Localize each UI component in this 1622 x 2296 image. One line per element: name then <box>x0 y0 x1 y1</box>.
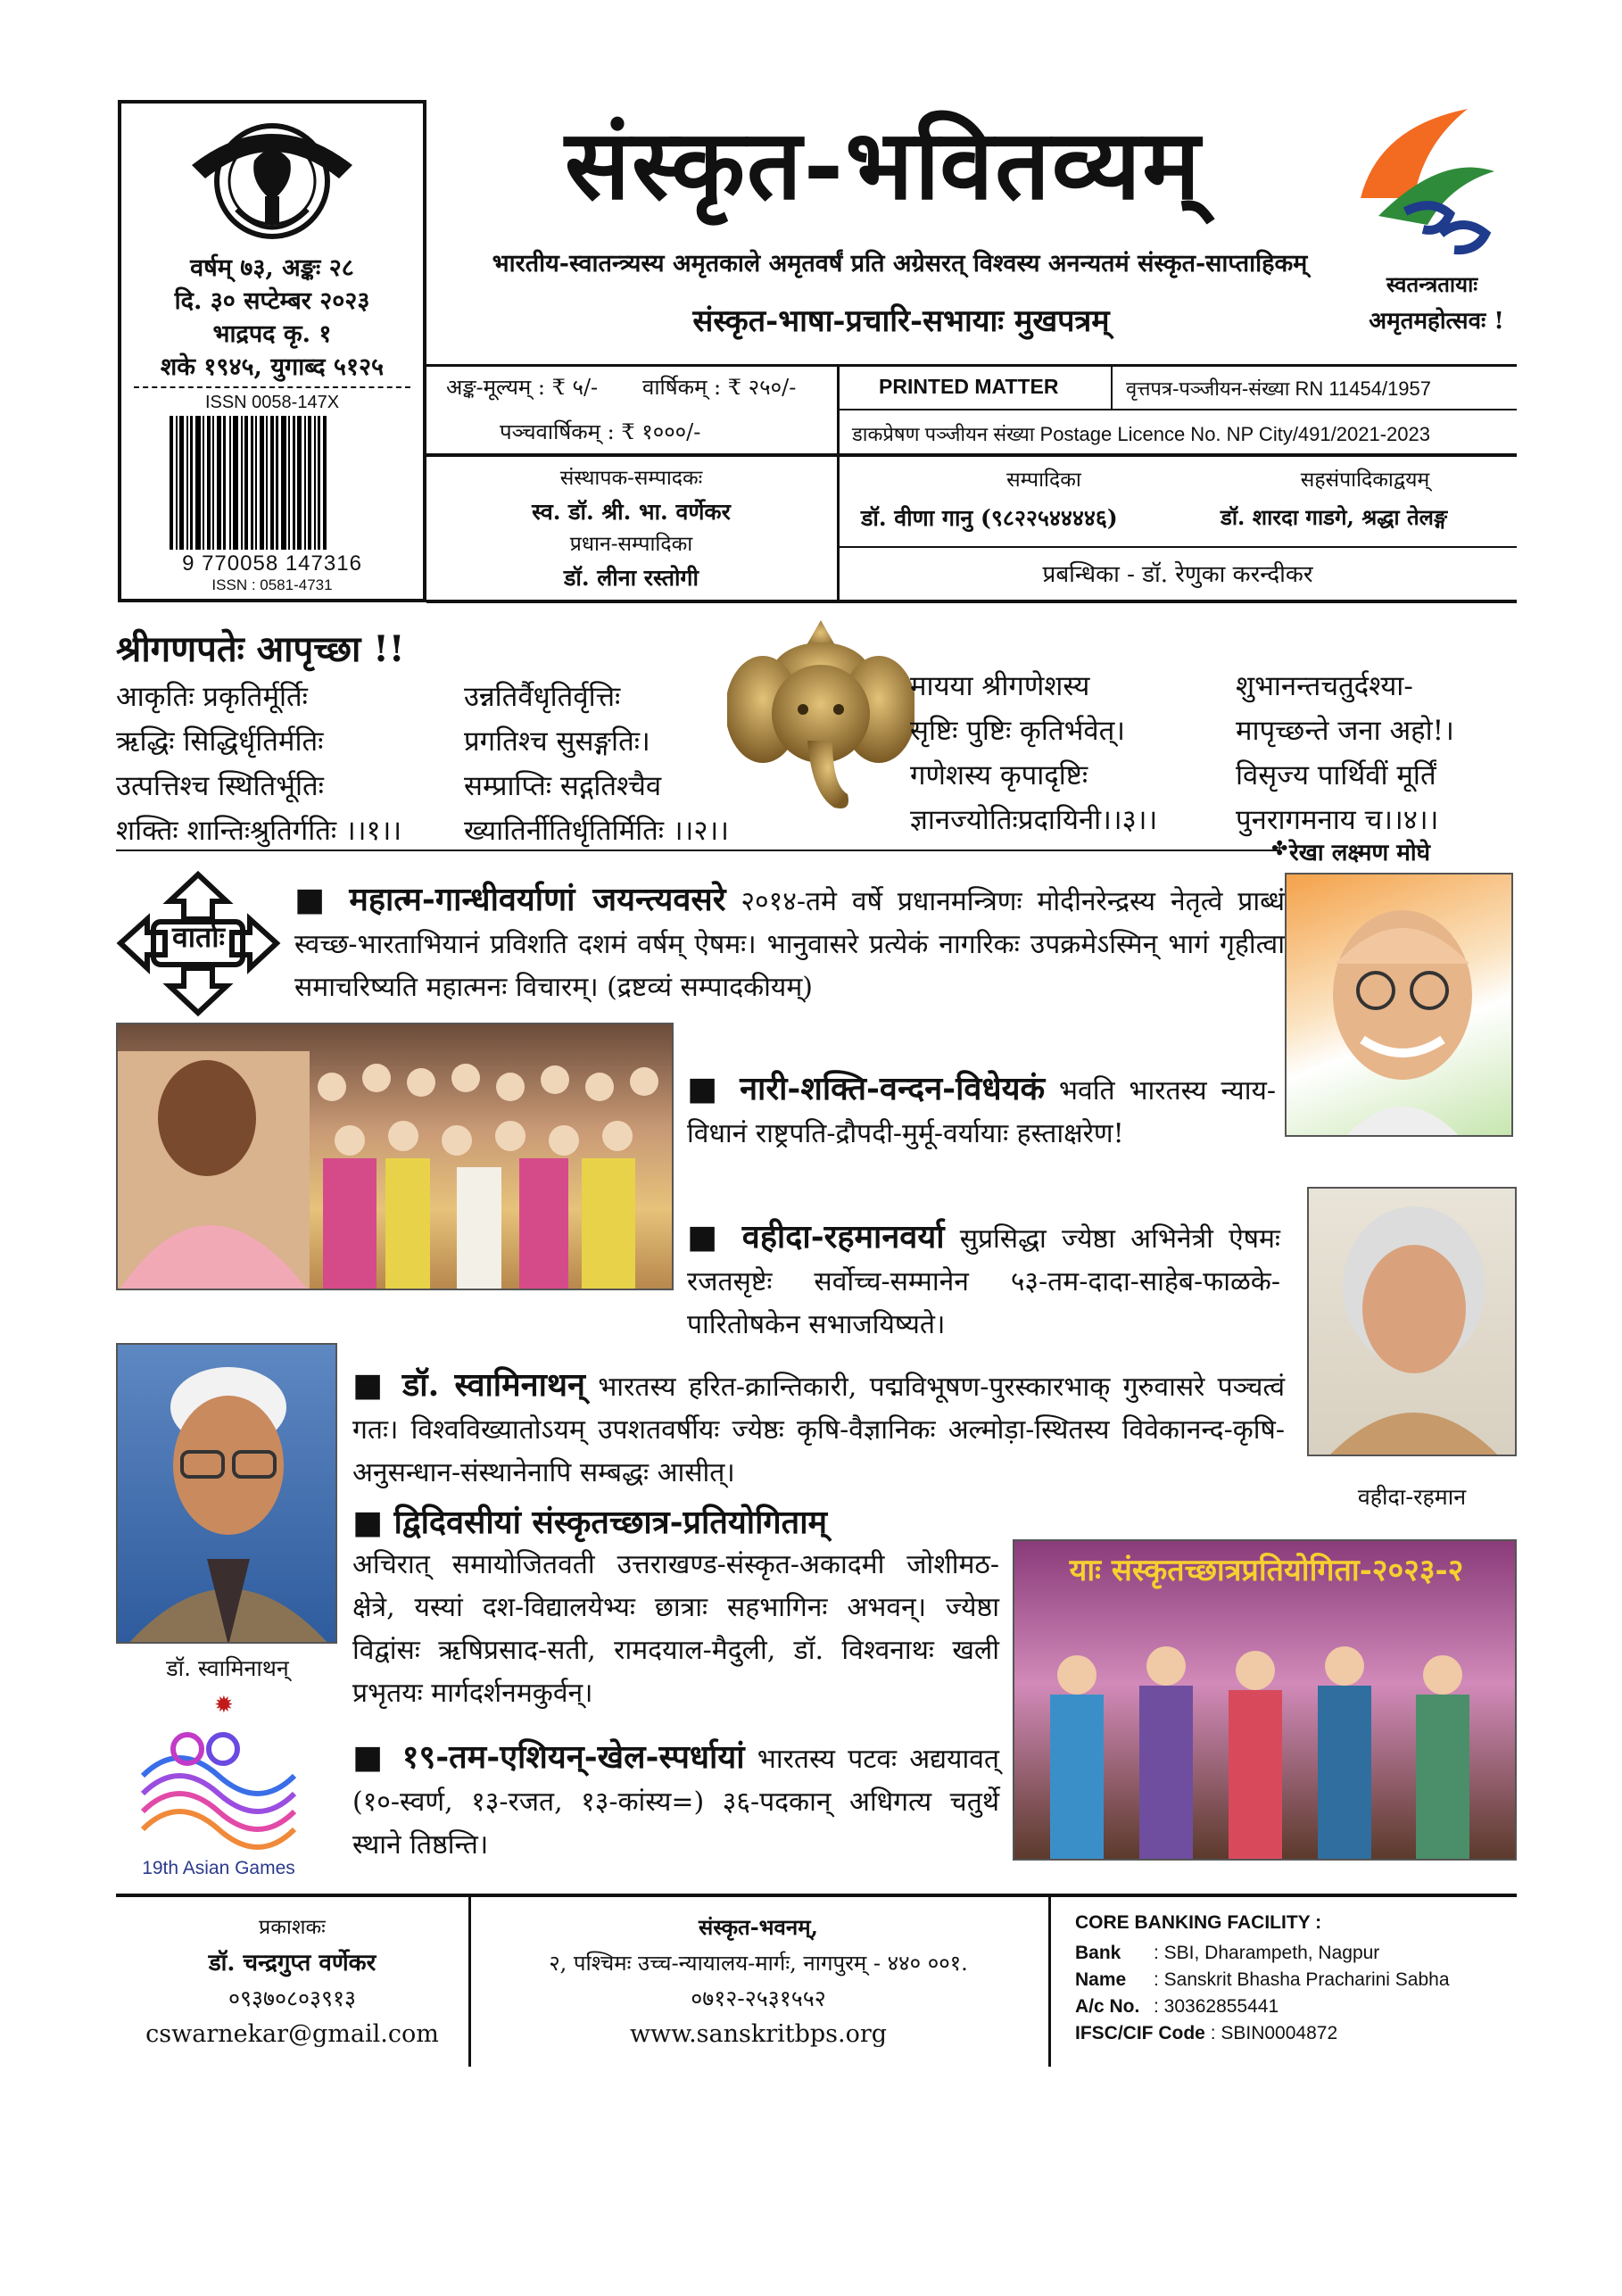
masthead-title: संस्कृत-भवितव्यम् <box>564 109 1202 221</box>
verse-line: उन्नतिर्वैधृतिर्वृत्तिः <box>464 681 621 713</box>
verse-line: मायया श्रीगणेशस्य <box>910 670 1090 702</box>
verse-line: शुभानन्तचतुर्दश्या- <box>1236 670 1413 702</box>
coeditor-names: डॉ. शारदा गाडगे, श्रद्धा तेलङ्ग <box>1221 504 1448 530</box>
prayer-author: रेखा लक्ष्मण मोघे <box>1289 840 1430 866</box>
news-head: द्विदिवसीयां संस्कृतच्छात्र-प्रतियोगिताम् <box>393 1504 828 1541</box>
masthead-tagline: संस्कृत-भाषा-प्रचारि-सभायाः मुखपत्रम् <box>692 303 1110 339</box>
account-number-label: A/c No. <box>1075 1996 1140 2017</box>
azadi-amrit-mahotsav-icon <box>1343 100 1503 261</box>
prayer-divider <box>116 850 1280 851</box>
barcode <box>170 416 377 550</box>
bank-heading: CORE BANKING FACILITY : <box>1075 1912 1322 1933</box>
news-item-asian-games: ■ १९-तम-एशियन्-खेल-स्पर्धायां भारतस्य पटवः अद्ययावत् (१०-स्वर्ण, १३-रजत, १३-कांस्य=) ३६-पदकान् अधिगत्य चतुर्थे स्थाने तिष्ठन्ति। <box>352 1738 1000 1861</box>
masthead-subtitle: भारतीय-स्वातन्त्र्यस्य अमृतकाले अमृतवर्षं प्रति अग्रेसरत् विश्वस्य अनन्यतमं संस्कृत-साप्ताहिकम् <box>492 250 1308 278</box>
printed-matter: PRINTED MATTER <box>879 375 1059 398</box>
asian-games-label: 19th Asian Games <box>142 1858 295 1878</box>
office-name: संस्कृत-भवनम्, <box>699 1914 818 1940</box>
verse-line: सृष्टिः पुष्टिः कृतिर्भवेत्। <box>910 715 1126 747</box>
news-item-pratiyogita-body <box>352 1544 999 1715</box>
verse-line: ज्ञानज्योतिःप्रदायिनी।।३।। <box>910 804 1158 836</box>
verse-line: विसृज्य पार्थिवीं मूर्तिं <box>1236 759 1436 792</box>
pratiyogita-banner: याः संस्कृतच्छात्रप्रतियोगिता-२०२३-२ <box>1069 1553 1464 1588</box>
verse-line: शक्तिः शान्तिःश्रुतिर्गतिः ।।१।। <box>116 815 402 847</box>
news-body: भारतस्य हरित-क्रान्तिकारी, पद्मविभूषण-पुरस्कारभाक् गुरुवासरे पञ्चत्वं गतः। विश्वविख्यातोऽयम् उपशतवर्षीयः ज्येष्ठः कृषि-वैज्ञानिकः अल्मोड़ा-स्थितस्य विवेकानन्द-कृषि-अनुसन्धान-संस्थानेनापि सम्बद्धः आसीत्। <box>352 1372 1286 1488</box>
news-item-pratiyogita: ■ द्विदिवसीयां संस्कृतच्छात्र-प्रतियोगिताम् <box>352 1504 828 1541</box>
news-body: २०१४-तमे वर्षे प्रधानमन्त्रिणः मोदीनरेन्द्रस्य नेतृत्वे प्राब्धं स्वच्छ-भारताभियानं प्रविशति दशमं वर्षम् ऐषमः। भानुवासरे प्रत्येकं नागरिकः उपक्रमेऽस्मिन् भागं गृहीत्वा समाचरिष्यति महात्मनः विचारम्। (द्रष्टव्यं सम्पादकीयम्) <box>294 886 1285 1003</box>
verse-line: प्रगतिश्च सुसङ्गतिः। <box>464 725 650 758</box>
issue-divider <box>134 386 410 388</box>
news-body: भारतस्य पटवः अद्ययावत् (१०-स्वर्ण, १३-रजत, १३-कांस्य=) ३६-पदकान् अधिगत्य चतुर्थे स्थाने तिष्ठन्ति। <box>352 1744 1000 1861</box>
sabha-emblem-icon <box>183 112 361 245</box>
account-name-label: Name <box>1075 1969 1127 1990</box>
editor-label: सम्पादिका <box>1006 468 1081 492</box>
azadi-line2: अमृतमहोत्सवः ! <box>1369 308 1504 335</box>
news-item-nari-shakti: ■ नारी-शक्ति-वन्दन-विधेयकं भवति भारतस्य न्याय-विधानं राष्ट्रपति-द्रौपदी-मुर्मू-वर्यायाः हस्ताक्षरेण! <box>687 1070 1277 1149</box>
publisher-name: डॉ. चन्द्रगुप्त वर्णेकर <box>208 1950 377 1977</box>
verse-line: मापृच्छन्ते जना अहो!। <box>1236 715 1454 747</box>
verse-line: पुनरागमनाय च।।४।। <box>1236 804 1439 836</box>
ifsc-label: IFSC/CIF Code <box>1075 2023 1205 2043</box>
news-item-swaminathan: ■ डॉ. स्वामिनाथन् भारतस्य हरित-क्रान्तिकारी, पद्मविभूषण-पुरस्कारभाक् गुरुवासरे पञ्चत्वं गतः। विश्वविख्यातोऽयम् उपशतवर्षीयः ज्येष्ठः कृषि-वैज्ञानिकः अल्मोड़ा-स्थितस्य विवेकानन्द-कृषि-अनुसन्धान-संस्थानेनापि सम्बद्धः आसीत्। <box>352 1366 1286 1488</box>
nari-shakti-photo <box>116 1023 674 1290</box>
founder-label: संस्थापक-सम्पादकः <box>559 467 703 490</box>
pratiyogita-photo <box>1013 1539 1517 1861</box>
manager: प्रबन्धिका - डॉ. रेणुका करन्दीकर <box>1042 561 1313 588</box>
news-body: अचिरात् समायोजितवती उत्तराखण्ड-संस्कृत-अकादमी जोशीमठ-क्षेत्रे, यस्यां दश-विद्यालयेभ्यः छात्राः सहभागिनः अभवन्। ज्येष्ठा विद्वांसः ऋषिप्रसाद-सती, रामदयाल-मैदुली, डॉ. विश्वनाथः खली प्रभृतयः मार्गदर्शनमकुर्वन्। <box>352 1549 999 1709</box>
price-five-year: पञ्चवार्षिकम् : ₹ १०००/- <box>500 419 701 444</box>
asian-games-logo-icon <box>125 1722 312 1865</box>
prayer-heading: श्रीगणपतेः आपृच्छा !! <box>116 628 405 670</box>
editor-name: डॉ. वीणा गानु (९८२२५४४४४६) <box>861 505 1118 531</box>
gandhi-photo <box>1285 873 1513 1137</box>
office-address: २, पश्चिमः उच्च-न्यायालय-मार्गः, नागपुरम् - ४४० ००१. <box>549 1951 968 1976</box>
news-head: वहीदा-रहमानवर्या <box>741 1218 945 1256</box>
publisher-email[interactable]: cswarnekar@gmail.com <box>145 2020 439 2048</box>
ornament-icon: ✤ <box>1271 838 1288 860</box>
account-number-value: : 30362855441 <box>1154 1996 1279 2017</box>
office-website[interactable]: www.sanskritbps.org <box>629 2020 888 2048</box>
chief-editor-label: प्रधान-सम्पादिका <box>569 533 693 556</box>
postage-licence: डाकप्रेषण पञ्जीयन संख्या Postage Licence No. NP City/491/2021-2023 <box>852 423 1430 445</box>
news-head: नारी-शक्ति-वन्दन-विधेयकं <box>740 1070 1046 1107</box>
verse-line: आकृतिः प्रकृतिर्मूर्तिः <box>116 681 308 713</box>
price-annual: वार्षिकम् : ₹ २५०/- <box>642 375 797 400</box>
issn-bottom: ISSN : 0581-4731 <box>211 576 333 593</box>
news-head: डॉ. स्वामिनाथन् <box>402 1366 585 1404</box>
verse-line: उत्पत्तिश्च स्थितिर्भूतिः <box>116 770 324 802</box>
ornament-sun-icon: ✹ <box>214 1692 234 1719</box>
ganesha-icon <box>727 616 914 821</box>
news-head: १९-तम-एशियन्-खेल-स्पर्धायां <box>401 1738 745 1776</box>
verse-line: ऋद्धिः सिद्धिर्धृतिर्मतिः <box>116 725 324 758</box>
issue-shaka: शके १९४५, युगाब्द ५१२५ <box>160 353 385 381</box>
coeditor-label: सहसंपादिकाद्वयम् <box>1300 468 1430 492</box>
bank-label: Bank <box>1075 1943 1121 1963</box>
news-item-waheeda: ■ वहीदा-रहमानवर्या सुप्रसिद्धा ज्येष्ठा अभिनेत्री ऐषमः रजतसृष्टेः सर्वोच्च-सम्मानेन ५३-तम-दादा-साहेब-फाळके-पारितोषकेन सभाजयिष्यते। <box>687 1218 1280 1340</box>
waheeda-caption: वहीदा-रहमान <box>1357 1484 1467 1510</box>
price-single: अङ्क-मूल्यम् : ₹ ५/- <box>446 375 599 400</box>
issue-tithi: भाद्रपद कृ. १ <box>212 320 332 348</box>
issue-date: दि. ३० सप्टेम्बर २०२३ <box>174 287 370 315</box>
verse-line: ख्यातिर्नीतिर्धृतिर्मितिः ।।२।। <box>464 815 730 847</box>
issn-top: ISSN 0058-147X <box>204 393 340 412</box>
bank-value: : SBI, Dharampeth, Nagpur <box>1154 1943 1380 1963</box>
news-body: सुप्रसिद्धा ज्येष्ठा अभिनेत्री ऐषमः रजतसृष्टेः सर्वोच्च-सम्मानेन ५३-तम-दादा-साहेब-फाळके-पारितोषकेन सभाजयिष्यते। <box>687 1223 1280 1340</box>
verse-line: गणेशस्य कृपादृष्टिः <box>910 759 1088 792</box>
news-body: भवति भारतस्य न्याय-विधानं राष्ट्रपति-द्रौपदी-मुर्मू-वर्यायाः हस्ताक्षरेण! <box>687 1075 1277 1149</box>
waheeda-photo <box>1307 1187 1517 1456</box>
varta-label: वार्ताः <box>171 920 226 954</box>
issue-year: वर्षम् ७३, अङ्कः २८ <box>190 254 354 282</box>
news-item-gandhi: ■ महात्म-गान्धीवर्याणां जयन्त्यवसरे २०१४-तमे वर्षे प्रधानमन्त्रिणः मोदीनरेन्द्रस्य नेतृत्वे प्राब्धं स्वच्छ-भारताभियानं प्रविशति दशमं वर्षम् ऐषमः। भानुवासरे प्रत्येकं नागरिकः उपक्रमेऽस्मिन् भागं गृहीत्वा समाचरिष्यति महात्मनः विचारम्। (द्रष्टव्यं सम्पादकीयम्) <box>294 881 1285 1003</box>
news-head: महात्म-गान्धीवर्याणां जयन्त्यवसरे <box>349 881 726 918</box>
publisher-phone: ०९३७०८०३९१३ <box>228 1985 356 2011</box>
account-name-value: : Sanskrit Bhasha Pracharini Sabha <box>1154 1969 1450 1990</box>
footer-divider <box>116 1894 1517 1897</box>
azadi-line1: स्वतन्त्रतायाः <box>1386 271 1478 297</box>
barcode-number: 9 770058 147316 <box>182 551 362 576</box>
publisher-label: प्रकाशकः <box>259 1916 326 1939</box>
swaminathan-caption: डॉ. स्वामिनाथन् <box>166 1655 289 1681</box>
swaminathan-photo <box>116 1343 337 1644</box>
office-phone: ०७१२-२५३१५५२ <box>691 1985 826 2011</box>
ifsc-value: : SBIN0004872 <box>1210 2023 1338 2043</box>
registration-number: वृत्तपत्र-पञ्जीयन-संख्या RN 11454/1957 <box>1126 377 1432 400</box>
verse-line: सम्प्राप्तिः सद्गतिश्चैव <box>464 770 662 802</box>
chief-editor-name: डॉ. लीना रस्तोगी <box>564 565 699 591</box>
founder-name: स्व. डॉ. श्री. भा. वर्णेकर <box>532 499 731 525</box>
